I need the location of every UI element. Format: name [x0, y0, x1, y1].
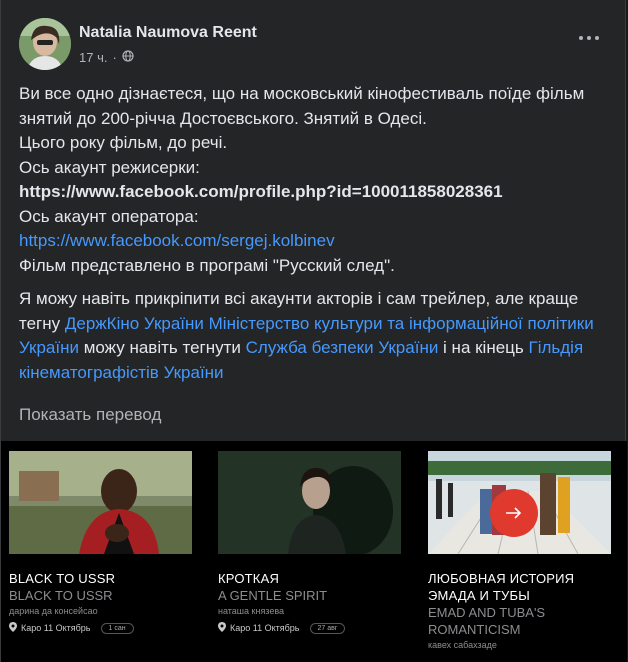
film-thumbnail[interactable] [218, 451, 401, 554]
film-card[interactable] [218, 451, 401, 634]
author-name[interactable]: Natalia Naumova Reent [79, 24, 257, 41]
film-screening [9, 622, 192, 634]
venue: Каро 11 Октябрь [230, 623, 300, 633]
body-line: Ось акаунт оператора: [19, 206, 199, 226]
show-translation-link[interactable]: Показать перевод [19, 405, 162, 424]
shared-film-carousel [1, 441, 627, 662]
film-thumbnail[interactable] [428, 451, 611, 554]
duration-badge: 1 сан [101, 623, 134, 634]
meta-separator: · [112, 50, 117, 65]
film-title: КРОТКАЯ [218, 571, 280, 586]
body-paragraph [19, 287, 614, 385]
director-link[interactable]: https://www.facebook.com/profile.php?id=100011858028361 [19, 182, 503, 201]
paragraph-text: можу навіть тегнути [79, 338, 246, 357]
film-subtitle: BLACK TO USSR [9, 588, 113, 603]
body-line: Ви все одно дізнаєтеся, що на московський кінофестиваль поїде фільм знятий до 200-річча Достоєвського. Знятий в Одесі. [19, 84, 585, 128]
post-body [19, 82, 614, 385]
film-subtitle: EMAD AND TUBA'S ROMANTICISM [428, 605, 546, 637]
post-meta [79, 50, 134, 65]
film-title: BLACK TO USSR [9, 571, 116, 586]
globe-icon [122, 50, 134, 65]
venue: Каро 11 Октябрь [21, 623, 91, 633]
tag-derzhkino[interactable]: ДержКіно України [64, 313, 204, 333]
film-card[interactable] [9, 451, 192, 634]
duration-badge: 27 авг [310, 623, 346, 634]
operator-link[interactable]: https://www.facebook.com/sergej.kolbinev [19, 231, 335, 250]
paragraph-text: Я можу навіть прикріпити всі акаунти акторів і сам трейлер, але краще тегну [19, 289, 579, 333]
film-card[interactable] [428, 451, 611, 650]
film-subtitle: A GENTLE SPIRIT [218, 588, 328, 603]
film-title: ЛЮБОВНАЯ ИСТОРИЯ ЭМАДА И ТУБЫ [428, 571, 575, 603]
avatar[interactable] [19, 18, 71, 70]
body-line: Ось акаунт режисерки: [19, 157, 200, 177]
tag-ministry-culture[interactable]: Міністерство культури та інформаційної політики України [19, 313, 594, 357]
tag-sbu[interactable]: Служба безпеки України [245, 338, 439, 357]
body-line: Цього року фільм, до речі. [19, 133, 228, 152]
location-pin-icon [218, 622, 226, 634]
film-screening [218, 622, 401, 634]
more-dots-icon[interactable] [571, 26, 607, 50]
tag-film-guild[interactable]: Гільдія кінематографістів України [19, 338, 584, 382]
post-header [19, 18, 609, 70]
location-pin-icon [9, 622, 17, 634]
next-arrow-icon[interactable] [490, 489, 538, 537]
body-line: Фільм представлено в програмі "Русский след". [19, 255, 395, 275]
film-thumbnail[interactable] [9, 451, 192, 554]
film-director: наташа князева [218, 606, 285, 616]
film-director: кавех сабахзаде [428, 640, 497, 650]
paragraph-text: і на кінець [438, 338, 529, 357]
film-director: дарина да консейсао [9, 606, 98, 616]
post-time[interactable]: 17 ч. [79, 50, 108, 65]
